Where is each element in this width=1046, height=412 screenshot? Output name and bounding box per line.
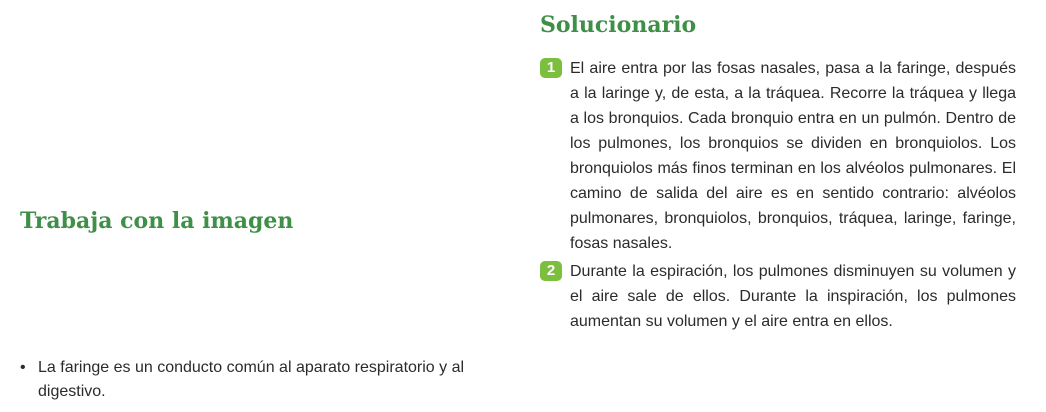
bullet-item [20, 356, 510, 404]
bullet-text: La faringe es un conducto común al aparato respiratorio y al digestivo. [38, 359, 465, 400]
number-badge-1: 1 [540, 58, 562, 78]
answer-text-1: El aire entra por las fosas nasales, pasa a la faringe, después a la laringe y, de esta, a la tráquea. Recorre la tráquea y llega a los bronquios. Cada bronquio entra en un pulmón. Dentro de los pulmones, los bronquios se dividen en bronquiolos. Los bronquiolos más finos terminan en los alvéolos pulmonares. El camino de salida del aire es en sentido contrario: alvéolos pulmonares, bronquiolos, bronquios, tráquea, laringe, faringe, fosas nasales. [570, 60, 1016, 252]
answer-item-2 [540, 259, 1016, 334]
section-title-trabaja: Trabaja con la imagen [20, 208, 294, 234]
section-title-solucionario: Solucionario [540, 12, 697, 38]
answer-item-1 [540, 56, 1016, 256]
answer-text-2: Durante la espiración, los pulmones disminuyen su volumen y el aire sale de ellos. Durante la inspiración, los pulmones aumentan su volumen y el aire entra en ellos. [570, 263, 1016, 330]
bullet-dot-icon: • [20, 359, 26, 376]
number-badge-2: 2 [540, 261, 562, 281]
